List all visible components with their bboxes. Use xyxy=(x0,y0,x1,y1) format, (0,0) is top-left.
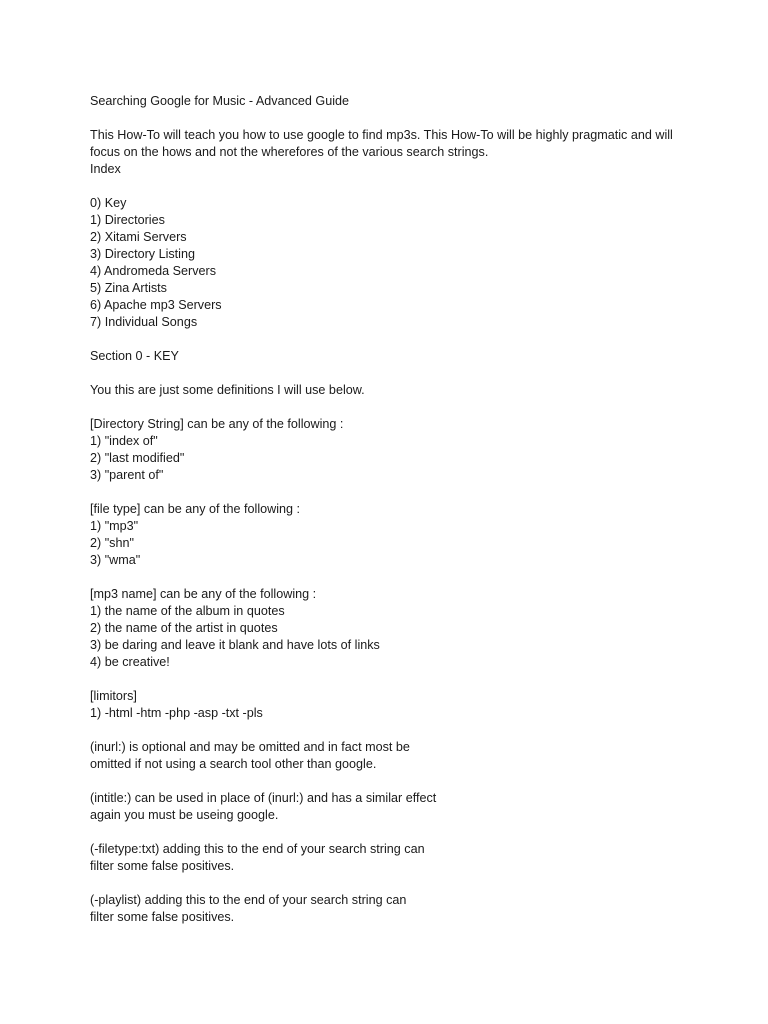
spacer xyxy=(90,365,728,382)
section-intro: You this are just some definitions I will use below. xyxy=(90,383,365,397)
index-item: 4) Andromeda Servers xyxy=(90,264,216,278)
spacer xyxy=(90,399,728,416)
file-type-heading: [file type] can be any of the following : xyxy=(90,502,301,516)
note-line: filter some false positives. xyxy=(90,859,235,873)
index-item: 6) Apache mp3 Servers xyxy=(90,298,222,312)
spacer xyxy=(90,484,728,501)
spacer xyxy=(90,773,728,790)
mp3-name-heading: [mp3 name] can be any of the following : xyxy=(90,587,317,601)
file-type-item: 3) "wma" xyxy=(90,553,141,567)
directory-string-item: 3) "parent of" xyxy=(90,468,164,482)
mp3-name-item: 3) be daring and leave it blank and have lots of links xyxy=(90,638,380,652)
index-item: 7) Individual Songs xyxy=(90,315,198,329)
note-line: omitted if not using a search tool other than google. xyxy=(90,757,377,771)
index-item: 1) Directories xyxy=(90,213,165,227)
spacer xyxy=(90,331,728,348)
note-line: (-playlist) adding this to the end of your search string can xyxy=(90,893,407,907)
note-line: again you must be useing google. xyxy=(90,808,279,822)
note-line: filter some false positives. xyxy=(90,910,235,924)
limitors-item: 1) -html -htm -php -asp -txt -pls xyxy=(90,706,263,720)
directory-string-heading: [Directory String] can be any of the following : xyxy=(90,417,344,431)
spacer xyxy=(90,722,728,739)
directory-string-item: 2) "last modified" xyxy=(90,451,185,465)
spacer xyxy=(90,875,728,892)
document-title: Searching Google for Music - Advanced Guide xyxy=(90,94,350,108)
spacer xyxy=(90,178,728,195)
mp3-name-item: 1) the name of the album in quotes xyxy=(90,604,285,618)
index-item: 0) Key xyxy=(90,196,127,210)
spacer xyxy=(90,671,728,688)
directory-string-item: 1) "index of" xyxy=(90,434,158,448)
spacer xyxy=(90,824,728,841)
file-type-item: 1) "mp3" xyxy=(90,519,139,533)
spacer xyxy=(90,110,728,127)
index-item: 3) Directory Listing xyxy=(90,247,195,261)
index-item: 2) Xitami Servers xyxy=(90,230,187,244)
mp3-name-item: 4) be creative! xyxy=(90,655,170,669)
limitors-heading: [limitors] xyxy=(90,689,137,703)
mp3-name-item: 2) the name of the artist in quotes xyxy=(90,621,278,635)
section-heading: Section 0 - KEY xyxy=(90,349,179,363)
note-line: (inurl:) is optional and may be omitted and in fact most be xyxy=(90,740,410,754)
intro-line: focus on the hows and not the wherefores of the various search strings. xyxy=(90,145,489,159)
index-item: 5) Zina Artists xyxy=(90,281,167,295)
intro-line: This How-To will teach you how to use google to find mp3s. This How-To will be highly pragmatic and will xyxy=(90,128,673,142)
index-heading: Index xyxy=(90,162,121,176)
note-line: (intitle:) can be used in place of (inurl:) and has a similar effect xyxy=(90,791,437,805)
file-type-item: 2) "shn" xyxy=(90,536,134,550)
note-line: (-filetype:txt) adding this to the end of your search string can xyxy=(90,842,425,856)
spacer xyxy=(90,569,728,586)
